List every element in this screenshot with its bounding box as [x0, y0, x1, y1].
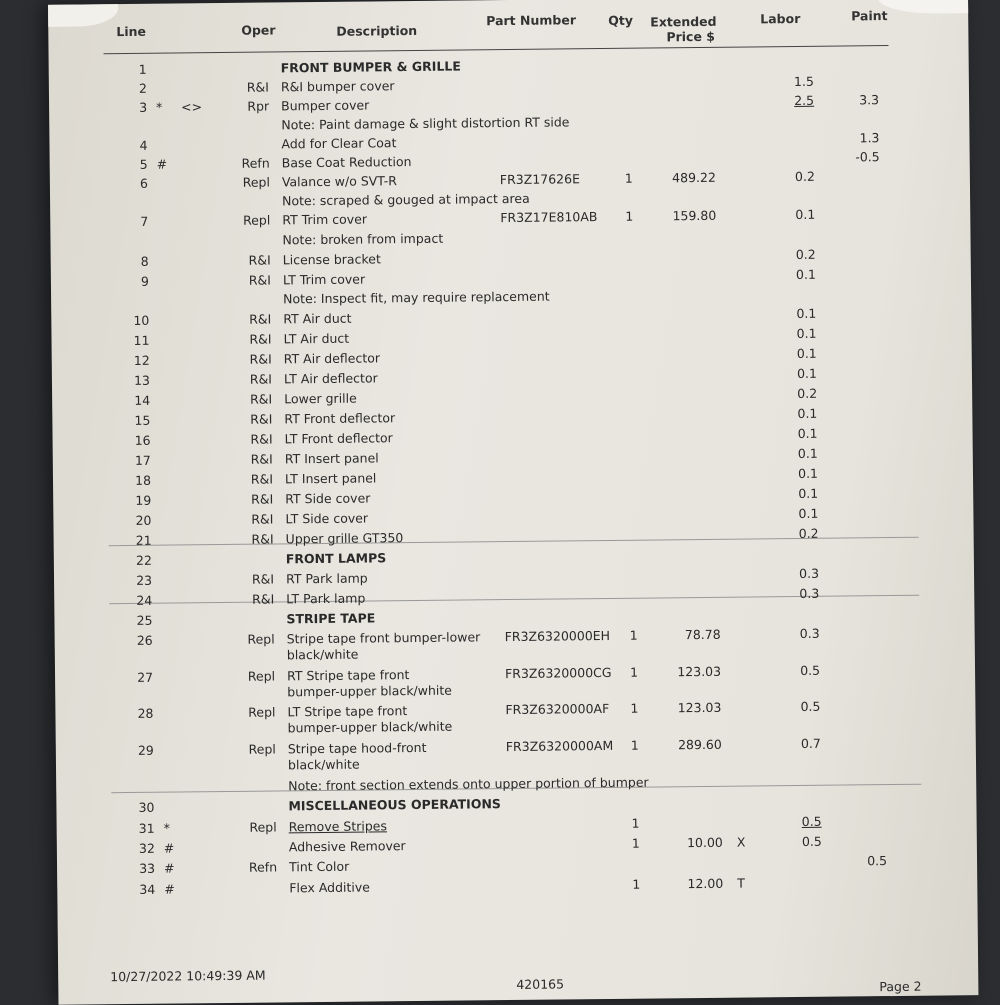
row-description: LT Air deflector	[283, 370, 378, 387]
part-number: FR3Z6320000CG	[504, 664, 612, 682]
footer-doc-number: 420165	[516, 976, 565, 992]
quantity: 1	[629, 627, 638, 643]
quantity: 1	[629, 664, 639, 680]
row-description: RT Trim cover	[282, 211, 368, 228]
operation: R&I	[250, 471, 274, 487]
quantity: 1	[631, 815, 640, 831]
row-description: Bumper cover	[281, 97, 370, 114]
line-number: 12	[133, 352, 150, 368]
row-description: LT Trim cover	[282, 271, 366, 288]
labor-hours: 0.1	[796, 365, 818, 381]
operation: Repl	[248, 704, 276, 720]
row-description: RT Front deflector	[284, 410, 396, 427]
line-number: 18	[135, 472, 152, 488]
row-description: Flex Additive	[289, 879, 370, 896]
extended-price: 289.60	[677, 736, 722, 753]
line-number: 17	[134, 452, 151, 468]
line-number: 16	[134, 432, 151, 448]
quantity: 1	[631, 835, 640, 851]
price-marker: X	[736, 834, 746, 850]
operation: Repl	[242, 174, 270, 190]
row-description: RT Side cover	[285, 490, 371, 507]
line-number: 29	[137, 742, 154, 758]
row-flag: *	[156, 99, 163, 115]
row-flag: #	[164, 881, 175, 897]
line-number: 11	[133, 332, 150, 348]
header-qty: Qty	[608, 12, 634, 28]
quantity: 1	[632, 876, 641, 892]
extended-price: 489.22	[672, 169, 716, 186]
labor-hours: 2.5	[794, 92, 815, 109]
row-description: Adhesive Remover	[288, 838, 406, 855]
labor-hours: 0.3	[799, 625, 820, 641]
operation: R&I	[250, 431, 273, 447]
row-description: Stripe tape front bumper-lower	[286, 629, 481, 647]
row-description: Valance w/o SVT-R	[281, 173, 398, 190]
labor-hours: 0.2	[798, 525, 819, 541]
header-price: Price $	[666, 28, 716, 45]
operation: R&I	[248, 252, 271, 268]
paper-corner-left	[48, 4, 118, 27]
operation: R&I	[251, 531, 274, 547]
extended-price: 123.03	[677, 699, 722, 716]
part-number: FR3Z6320000AM	[505, 737, 614, 755]
line-number: 10	[133, 312, 150, 328]
line-number: 31	[138, 820, 155, 836]
operation: R&I	[249, 371, 273, 387]
labor-hours: 0.2	[797, 385, 818, 401]
labor-hours: 1.5	[793, 73, 814, 90]
operation: R&I	[250, 451, 273, 467]
row-description: LT Air duct	[283, 330, 350, 347]
estimate-page	[48, 0, 978, 1005]
operation: R&I	[246, 79, 269, 95]
line-number: 4	[139, 137, 148, 153]
operation: R&I	[251, 571, 275, 587]
row-description: Base Coat Reduction	[281, 154, 412, 171]
line-number: 24	[136, 592, 153, 608]
row-description: LT Stripe tape front	[287, 703, 408, 720]
row-description: Remove Stripes	[288, 818, 388, 835]
paint-hours: 1.3	[859, 130, 880, 146]
quantity: 1	[624, 170, 633, 186]
row-flag: #	[163, 840, 175, 856]
line-number: 27	[137, 669, 154, 685]
labor-hours: 0.1	[798, 465, 819, 481]
row-description: RT Air deflector	[283, 350, 381, 367]
operation: R&I	[250, 411, 273, 427]
line-number: 8	[140, 253, 149, 269]
line-number: 21	[135, 532, 152, 548]
line-number: 22	[135, 552, 152, 568]
operation: Repl	[247, 668, 276, 684]
operation: Repl	[248, 741, 276, 757]
operation: Refn	[241, 155, 270, 171]
extended-price: 159.80	[672, 207, 717, 224]
header-description: Description	[336, 22, 418, 39]
operation: R&I	[252, 591, 275, 607]
section-title: STRIPE TAPE	[286, 610, 376, 627]
row-description: Stripe tape hood-front	[287, 739, 427, 757]
paper-corner-right	[878, 0, 968, 14]
header-paint: Paint	[851, 8, 888, 24]
header-rule	[104, 45, 889, 54]
operation: R&I	[249, 331, 272, 347]
labor-hours: 0.5	[801, 813, 822, 829]
extended-price: 12.00	[687, 875, 724, 892]
labor-hours: 0.5	[800, 698, 821, 714]
labor-hours: 0.1	[798, 505, 819, 521]
section-title: FRONT BUMPER & GRILLE	[280, 58, 461, 76]
part-number: FR3Z6320000AF	[505, 700, 610, 718]
labor-hours: 0.3	[799, 585, 820, 601]
labor-hours: 0.5	[801, 833, 822, 849]
header-labor: Labor	[760, 10, 801, 27]
line-number: 3	[139, 99, 148, 115]
operation: Repl	[242, 212, 271, 228]
footer-timestamp: 10/27/2022 10:49:39 AM	[110, 967, 266, 985]
row-note: Note: Paint damage & slight distortion RT side	[281, 114, 570, 133]
line-number: 32	[138, 840, 155, 856]
labor-hours: 0.7	[800, 735, 821, 751]
line-number: 28	[137, 705, 154, 721]
line-number: 5	[139, 156, 148, 172]
operation: R&I	[251, 511, 274, 527]
quantity: 1	[625, 208, 634, 224]
labor-hours: 0.1	[798, 485, 819, 501]
line-number: 34	[139, 881, 156, 897]
operation: R&I	[251, 491, 274, 507]
quantity: 1	[630, 737, 639, 753]
row-description: Add for Clear Coat	[281, 135, 397, 152]
labor-hours: 0.3	[799, 565, 820, 581]
row-description: LT Side cover	[285, 510, 369, 527]
row-description-continued: bumper-upper black/white	[287, 718, 453, 736]
line-number: 14	[134, 392, 151, 408]
labor-hours: 0.1	[797, 445, 818, 461]
line-number: 25	[136, 612, 153, 628]
extended-price: 78.78	[684, 626, 721, 643]
row-description: RT Park lamp	[285, 570, 368, 587]
labor-hours: 0.2	[794, 168, 815, 185]
header-extended: Extended	[650, 13, 717, 30]
section-title: MISCELLANEOUS OPERATIONS	[288, 796, 501, 814]
labor-hours: 0.1	[797, 405, 818, 421]
line-number: 20	[135, 512, 152, 528]
operation: Refn	[248, 859, 278, 875]
row-note: Note: scraped & gouged at impact area	[282, 190, 530, 209]
labor-hours: 0.1	[796, 325, 817, 341]
line-number: 33	[139, 860, 156, 876]
row-note: Note: broken from impact	[282, 230, 444, 248]
line-number: 9	[140, 273, 150, 289]
operation: Rpr	[247, 98, 270, 114]
quantity: 1	[630, 700, 639, 716]
row-description: Lower grille	[284, 390, 357, 407]
operation: R&I	[249, 351, 272, 367]
line-number: 2	[138, 80, 147, 96]
line-number: 26	[136, 632, 153, 648]
row-flag: *	[163, 820, 170, 836]
labor-hours: 0.1	[795, 266, 816, 282]
header-line: Line	[116, 23, 147, 40]
part-number: FR3Z6320000EH	[504, 627, 611, 645]
row-description-continued: bumper-upper black/white	[287, 682, 453, 700]
row-description: License bracket	[282, 251, 381, 268]
line-number: 19	[135, 492, 152, 508]
row-flag-secondary: <>	[181, 99, 203, 115]
extended-price: 123.03	[677, 663, 722, 680]
row-note: Note: front section extends onto upper portion of bumper	[288, 774, 649, 794]
line-number: 6	[139, 175, 148, 191]
labor-hours: 0.1	[797, 425, 818, 441]
row-description: Upper grille GT350	[285, 530, 404, 547]
operation: R&I	[249, 311, 272, 327]
line-number: 7	[140, 213, 149, 229]
section-title: FRONT LAMPS	[285, 550, 387, 567]
line-number: 23	[136, 572, 153, 588]
row-description: RT Insert panel	[284, 450, 379, 467]
labor-hours: 0.5	[800, 662, 821, 678]
operation: Repl	[249, 819, 277, 835]
header-oper: Oper	[241, 22, 276, 38]
row-note: Note: Inspect fit, may require replacement	[283, 288, 550, 307]
operation: Repl	[247, 631, 275, 647]
part-number: FR3Z17E810AB	[500, 209, 598, 226]
row-description: Tint Color	[288, 858, 350, 875]
row-flag: #	[156, 156, 168, 172]
row-flag: #	[163, 860, 175, 876]
footer-page: Page 2	[879, 978, 922, 995]
operation: R&I	[249, 391, 273, 407]
line-number: 1	[138, 61, 147, 77]
operation: R&I	[248, 272, 271, 288]
labor-hours: 0.2	[795, 246, 816, 262]
paint-hours: 0.5	[867, 853, 888, 869]
row-description: LT Front deflector	[284, 430, 393, 447]
line-number: 30	[138, 799, 155, 815]
row-description-continued: black/white	[287, 756, 360, 773]
header-part-number: Part Number	[486, 12, 577, 29]
line-number: 15	[134, 412, 151, 428]
row-description: LT Insert panel	[284, 470, 377, 487]
paint-hours: -0.5	[855, 149, 880, 165]
row-description: LT Park lamp	[286, 590, 366, 607]
labor-hours: 0.1	[796, 345, 817, 361]
row-description: R&I bumper cover	[280, 78, 395, 95]
price-marker: T	[737, 875, 745, 891]
row-description: RT Stripe tape front	[286, 667, 410, 684]
row-description: RT Air duct	[283, 310, 352, 327]
line-number: 13	[133, 372, 151, 388]
paint-hours: 3.3	[859, 92, 880, 108]
labor-hours: 0.1	[796, 305, 817, 321]
row-description-continued: black/white	[286, 646, 359, 663]
extended-price: 10.00	[686, 834, 723, 851]
part-number: FR3Z17626E	[499, 171, 581, 188]
labor-hours: 0.1	[795, 206, 816, 223]
